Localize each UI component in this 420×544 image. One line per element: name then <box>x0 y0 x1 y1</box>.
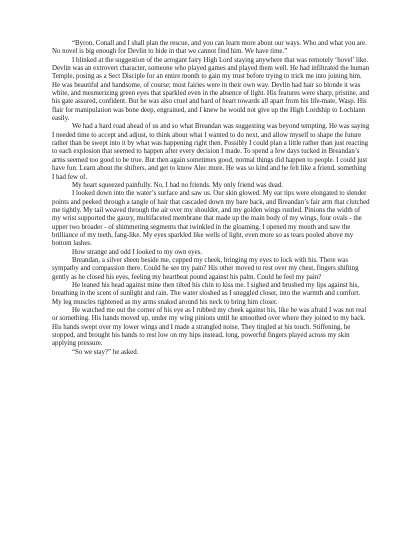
paragraph: “Byron, Conall and I shall plan the rescue, and you can learn more about our ways. Who and what you are. No novel is big enough for Devlin to hide in that we cannot find him. We have time.” <box>52 40 367 56</box>
paragraph: My heart squeezed painfully. No, I had no friends. My only friend was dead. <box>72 181 283 189</box>
document-page <box>52 40 370 357</box>
paragraph: How strange and odd I looked to my own eyes. <box>72 248 203 256</box>
paragraph: “So we stay?” he asked. <box>72 348 139 356</box>
paragraph: We had a hard road ahead of us and so what Breandan was suggesting was beyond tempting. He was saying I needed time to accept and adjust, to think about what I wanted to do next, and allow myself to shape the future rather than be swept into it by what was happening right then. Possibly I could plan a little rather than just reacting to each explosion that seemed to happen after every decision I made. To spend a few days tucked in Breandan’s arms seemed too good to be true. But then again sometimes good, normal things did happen to people. I could just have fun. Learn about the shifters, and get to know Alec more. He was so kind and he felt like a friend, something I had few of. <box>52 123 370 181</box>
paragraph: I blinked at the suggestion of the arrogant fairy High Lord staying anywhere that was remotely ‘hovel’ like. Devlin was an extrovert character, someone who played games and played them well. He had infiltrated the human Temple, posing as a Sect Disciple for an entire month to gain my trust before trying to trick me into joining him. He was beautiful and handsome, of course; most fairies were in their own way. Devlin had hair so blonde it was white, and mesmerizing green eyes that sparkled even in the absence of light. His features were sharp, pristine, and his gate assured, confident. But he was also cruel and hard of heart towards all apart from his life-mate, Wasp. His flair for manipulation was bone deep, engrained, and I knew he would not give up the High Lordship to Lochlann easily. <box>52 56 370 123</box>
paragraph: I looked down into the water’s surface and saw us. Our skin glowed. My ear tips were elongated to slender points and peeked through a tangle of hair that cascaded down my bare back, and Breandan’s fair arm that clutched me tightly. My tail weaved through the air over my shoulder, and my golden wings rustled. Pinions the width of my wrist supported the gauzy, multifaceted membrane that made up the main body of my wings, four ovals - the upper two broader - of shimmering segments that twinkled in the gloaming. I opened my mouth and saw the brilliance of my teeth, fang-like. My eyes sparkled like wells of light, even more so as tears pooled above my bottom lashes. <box>52 190 370 248</box>
paragraph: He leaned his head against mine then tilted his chin to kiss me. I sighed and brushed my lips against his, breathing in the scent of sunlight and rain. The water sloshed as I snuggled closer, into the warmth and comfort. My leg muscles tightened as my arms snaked around his neck to bring him closer. <box>52 281 361 306</box>
paragraph: Breandan, a silver sheen beside me, cupped my cheek, bringing my eyes to lock with his. There was sympathy and compassion there. Could he see my pain? His other moved to rest over my chest, fingers shifting gently as he closed his eyes, feeling my heartbeat pound against his palm. Could he feel my pain? <box>52 256 359 281</box>
paragraph: He watched me out the corner of his eye as I rubbed my cheek against his, like he was afraid I was not real or something. His hands moved up, under my wing pinions until he smoothed over where they joined to my back. His hands swept over my lower wings and I made a strangled noise. They tingled at his touch. Stiffening, he stopped, and brought his hands to rest low on my hips instead, long, powerful fingers played across my skin applying pressure. <box>52 307 367 348</box>
